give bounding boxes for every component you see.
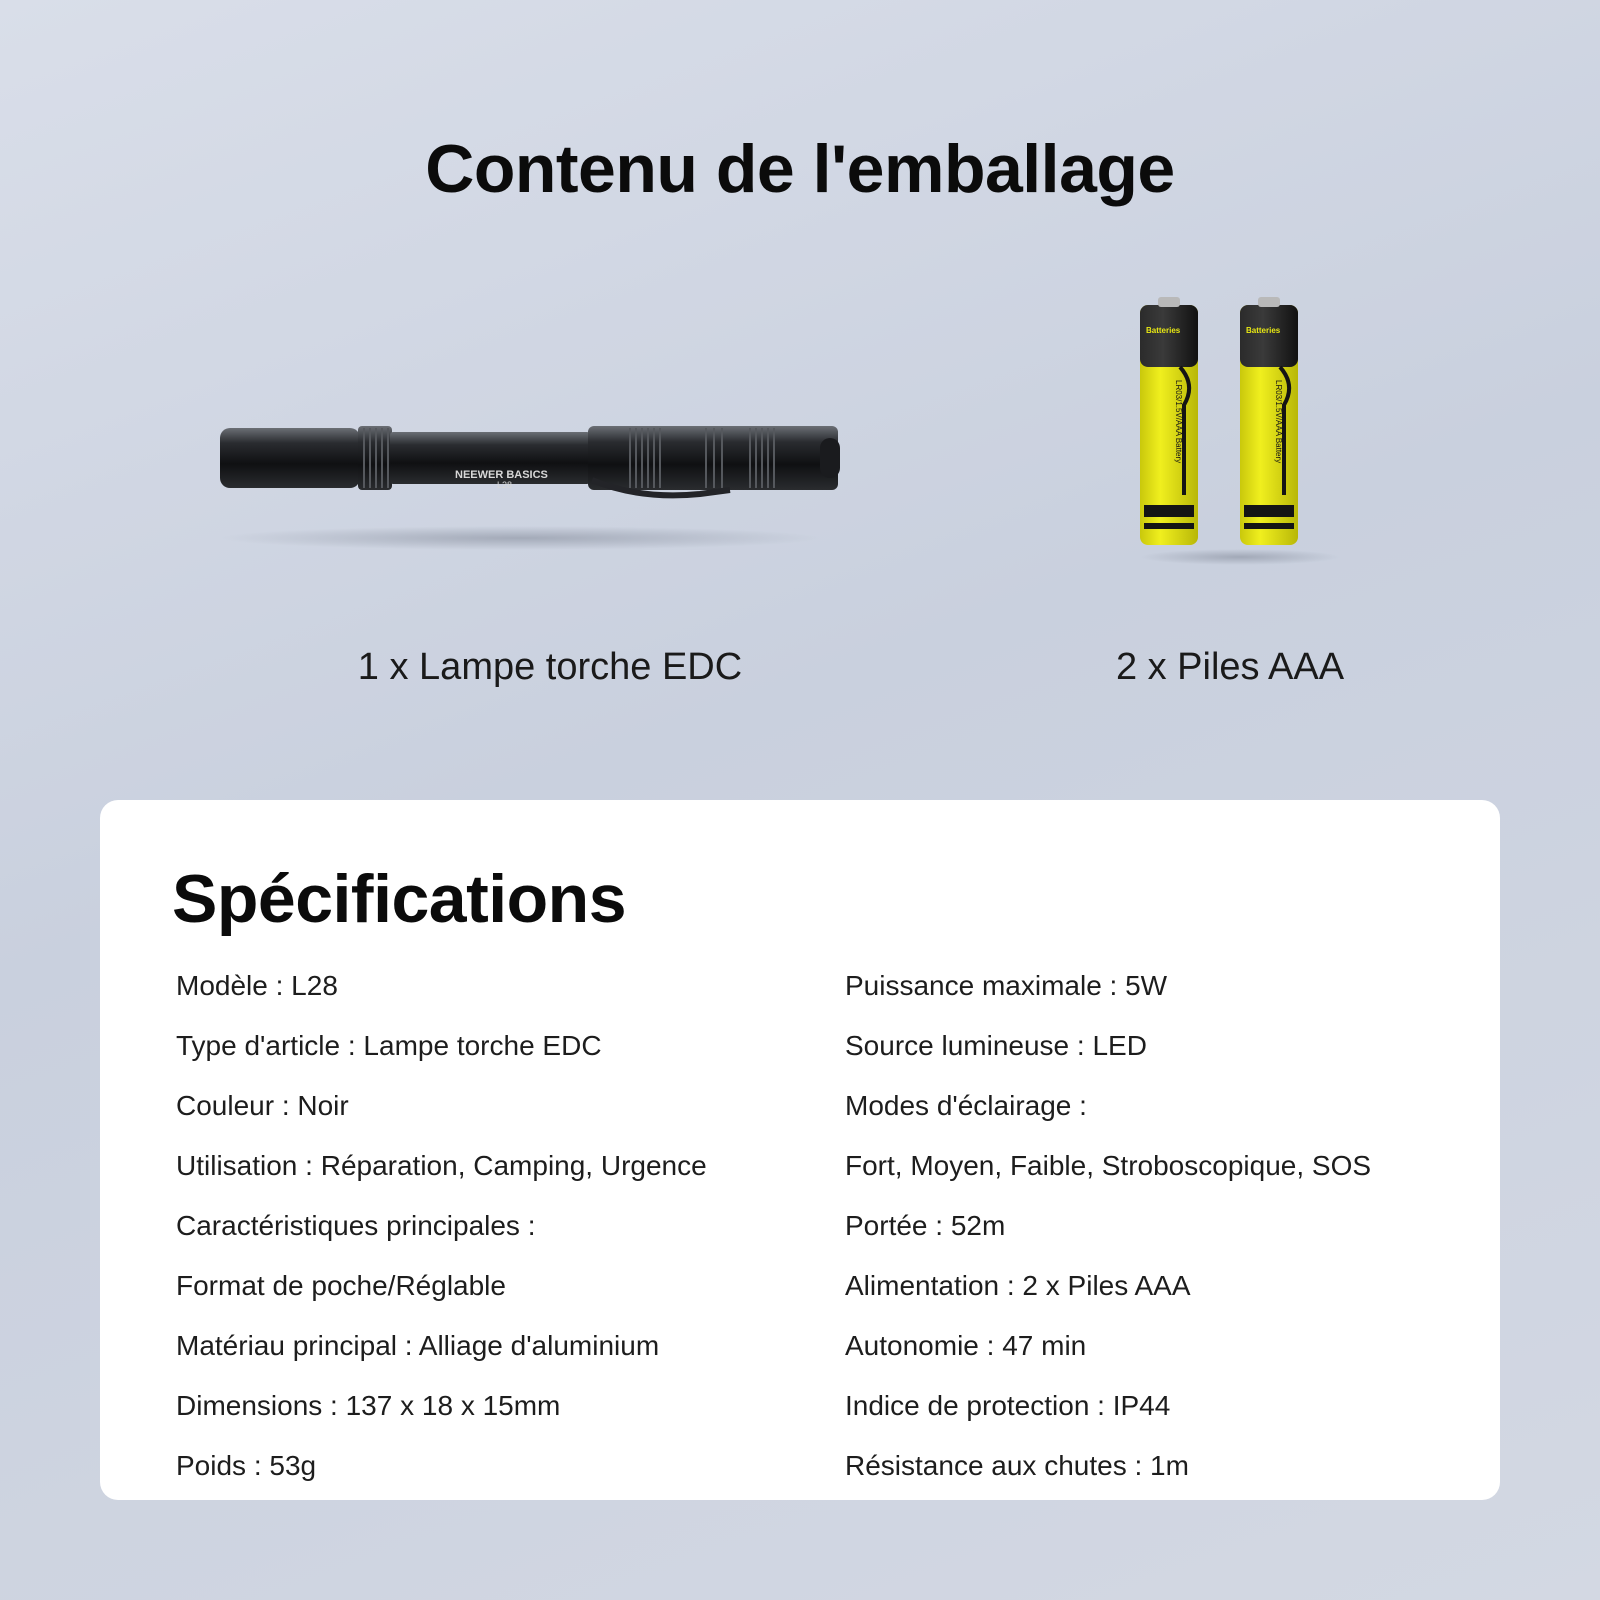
battery-brand-text: Batteries xyxy=(1246,326,1281,335)
spec-row: Utilisation : Réparation, Camping, Urgence xyxy=(176,1150,707,1181)
spec-row: Source lumineuse : LED xyxy=(845,1030,1147,1061)
flashlight-image xyxy=(220,420,840,560)
spec-row: Dimensions : 137 x 18 x 15mm xyxy=(176,1390,561,1421)
battery-2 xyxy=(1240,297,1298,545)
spec-row: Portée : 52m xyxy=(845,1210,1006,1241)
battery-spec-text: LR03/1.5V/AAA Battery xyxy=(1274,380,1283,464)
spec-row: Couleur : Noir xyxy=(176,1090,349,1121)
spec-row: Puissance maximale : 5W xyxy=(845,970,1168,1001)
flashlight-caption: 1 x Lampe torche EDC xyxy=(357,646,743,688)
spec-row: Alimentation : 2 x Piles AAA xyxy=(845,1270,1191,1301)
specifications-title: Spécifications xyxy=(172,861,627,937)
spec-row: Résistance aux chutes : 1m xyxy=(845,1450,1189,1481)
spec-row: Caractéristiques principales : xyxy=(176,1210,536,1241)
batteries-caption: 2 x Piles AAA xyxy=(1115,646,1345,688)
spec-row: Modèle : L28 xyxy=(176,970,338,1001)
spec-row: Indice de protection : IP44 xyxy=(845,1390,1171,1421)
spec-row: Type d'article : Lampe torche EDC xyxy=(176,1030,602,1061)
spec-row: Modes d'éclairage : xyxy=(845,1090,1087,1121)
spec-row: Fort, Moyen, Faible, Stroboscopique, SOS xyxy=(845,1150,1372,1181)
battery-1 xyxy=(1140,297,1198,545)
spec-row: Format de poche/Réglable xyxy=(176,1270,506,1301)
spec-row: Matériau principal : Alliage d'aluminium xyxy=(176,1330,660,1361)
specifications-card xyxy=(100,800,1500,1500)
page-title: Contenu de l'emballage xyxy=(425,131,1175,207)
flashlight-brand-text: NEEWER BASICS xyxy=(455,469,548,481)
spec-list-right xyxy=(845,968,1371,1508)
spec-row: Autonomie : 47 min xyxy=(845,1330,1087,1361)
flashlight-model-text: L28 xyxy=(497,480,513,490)
spec-row: Poids : 53g xyxy=(176,1450,317,1481)
aaa-batteries-image xyxy=(1140,295,1340,575)
spec-list-left xyxy=(176,968,707,1508)
battery-brand-text: Batteries xyxy=(1146,326,1181,335)
battery-spec-text: LR03/1.5V/AAA Battery xyxy=(1174,380,1183,464)
